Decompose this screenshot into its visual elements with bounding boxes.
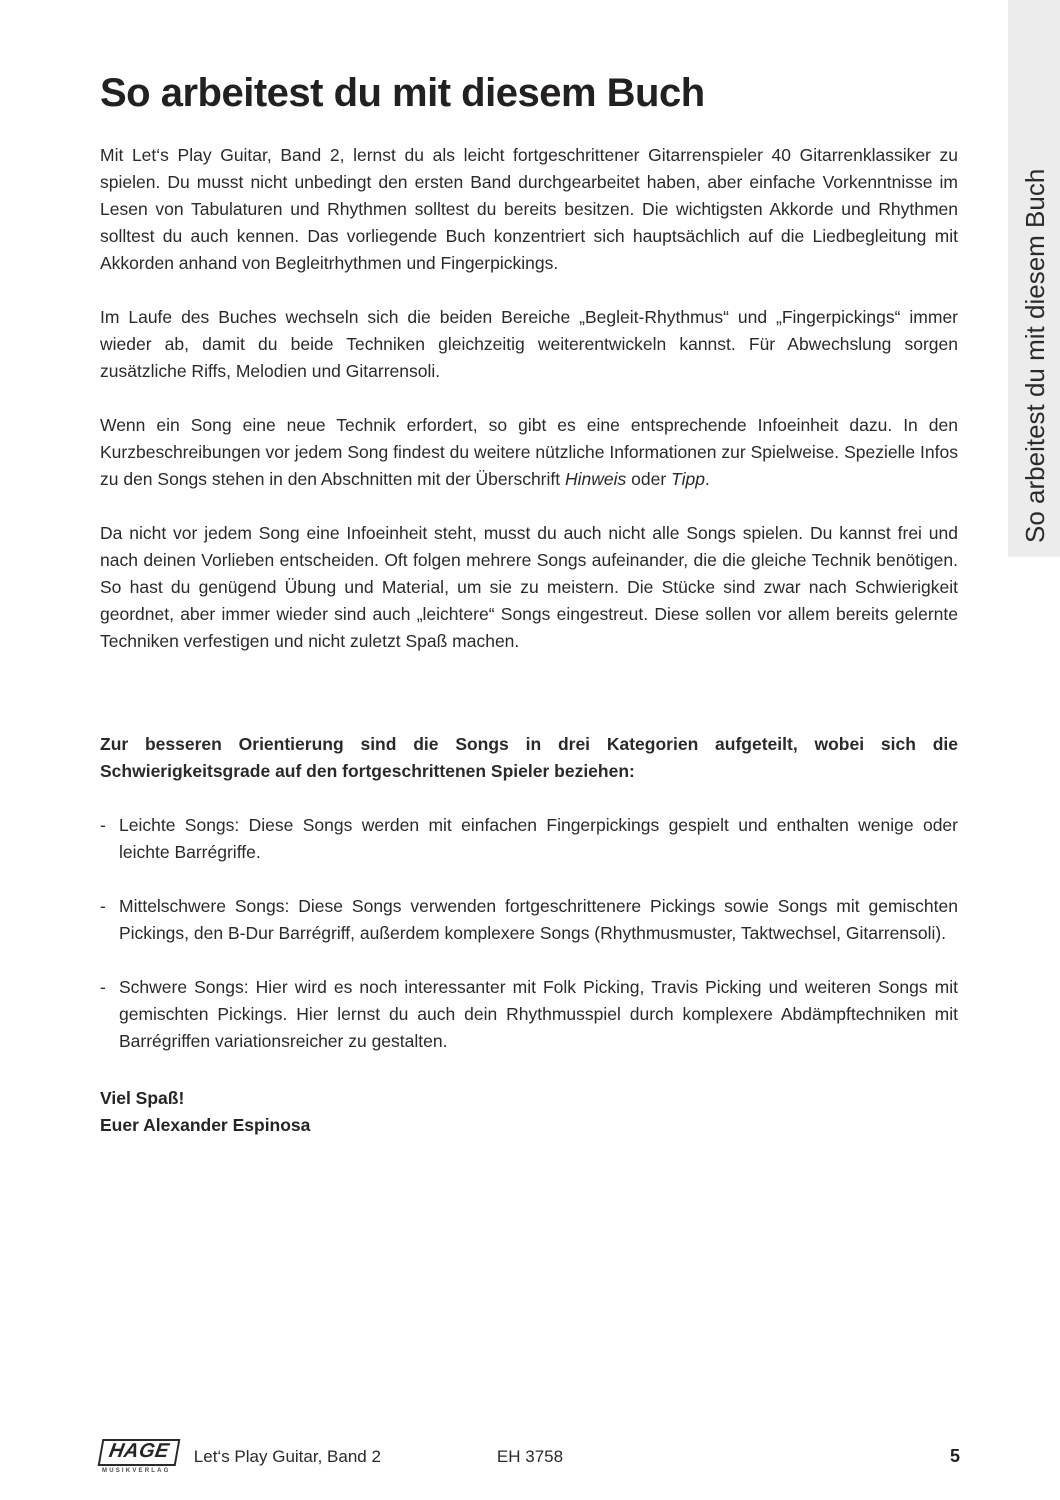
- footer-edition-number: EH 3758: [496, 1446, 564, 1466]
- page-title: So arbeitest du mit diesem Buch: [100, 71, 705, 115]
- closing-line-2: Euer Alexander Espinosa: [100, 1115, 311, 1135]
- footer-left: [100, 1439, 497, 1474]
- hage-logo-box: [98, 1439, 181, 1466]
- paragraph-info-units-period: .: [704, 469, 710, 489]
- categories-intro: Zur besseren Orientierung sind die Songs in drei Kategorien aufgeteilt, wobei sich die Schwierigkeitsgrade auf den fortgeschrittenen Spieler beziehen:: [100, 734, 958, 781]
- hage-logo-subtext: MUSIKVERLAG: [102, 1468, 171, 1474]
- bullet-dash: -: [100, 815, 106, 835]
- page-footer: [100, 1439, 960, 1474]
- list-item-hard-songs: [100, 974, 958, 1055]
- paragraph-intro: Mit Let‘s Play Guitar, Band 2, lernst du als leicht fortgeschrittener Gitarrenspieler 40 Gitarrenklassiker zu spielen. Du musst nicht unbedingt den ersten Band durchgearbeitet haben, aber einfache Vorkenntnisse im Lesen von Tabulaturen und Rhythmen solltest du bereits besitzen. Die wichtigsten Akkorde und Rhythmen solltest du auch kennen. Das vorliegende Buch konzentriert sich hauptsächlich auf die Liedbegleitung mit Akkorden anhand von Begleitrhythmen und Fingerpickings.: [100, 145, 958, 273]
- paragraph-info-units: [100, 412, 958, 493]
- keyword-tipp: Tipp: [671, 469, 705, 489]
- paragraph-info-units-connector: oder: [626, 469, 672, 489]
- paragraph-free-choice: Da nicht vor jedem Song eine Infoeinheit steht, musst du auch nicht alle Songs spielen. Du kannst frei und nach deinen Vorlieben entscheiden. Oft folgen mehrere Songs aufeinander, die die gleiche Technik benötigen. So hast du genügend Übung und Material, um sie zu meistern. Die Stücke sind zwar nach Schwierigkeit geordnet, aber immer wieder sind auch „leichtere“ Songs eingestreut. Diese sollen vor allem bereits gelernte Techniken verfestigen und nicht zuletzt Spaß machen.: [100, 523, 958, 651]
- list-item-easy-songs: [100, 812, 958, 866]
- list-item-text: Schwere Songs: Hier wird es noch interessanter mit Folk Picking, Travis Picking und weiteren Songs mit gemischten Pickings. Hier lernst du auch dein Rhythmusspiel durch komplexere Abdämpftechniken mit Barrégriffen variationsreicher zu gestalten.: [119, 977, 958, 1051]
- footer-page-number: 5: [949, 1446, 960, 1466]
- keyword-hinweis: Hinweis: [565, 469, 627, 489]
- list-item-medium-songs: [100, 893, 958, 947]
- bullet-dash: -: [100, 977, 106, 997]
- list-item-text: Leichte Songs: Diese Songs werden mit einfachen Fingerpickings gespielt und enthalten wenige oder leichte Barrégriffe.: [119, 815, 958, 862]
- closing-line-1: Viel Spaß!: [100, 1088, 185, 1108]
- footer-book-title: Let‘s Play Guitar, Band 2: [193, 1446, 381, 1466]
- hage-logo-text: HAGE: [107, 1440, 172, 1462]
- paragraph-structure: Im Laufe des Buches wechseln sich die beiden Bereiche „Begleit-Rhythmus“ und „Fingerpickings“ immer wieder ab, damit du beide Techniken gleichzeitig weiterentwickeln kannst. Für Abwechslung sorgen zusätzliche Riffs, Melodien und Gitarrensoli.: [100, 307, 958, 381]
- hage-publisher-logo: [100, 1439, 178, 1474]
- closing-lines: [100, 1085, 958, 1139]
- paragraph-info-units-text: Wenn ein Song eine neue Technik erfordert, so gibt es eine entsprechende Infoeinheit dazu. In den Kurzbeschreibungen vor jedem Song findest du weitere nützliche Informationen zur Spielweise. Spezielle Infos zu den Songs stehen in den Abschnitten mit der Überschrift: [100, 415, 958, 489]
- list-item-text: Mittelschwere Songs: Diese Songs verwenden fortgeschrittenere Pickings sowie Songs mit gemischten Pickings, den B-Dur Barrégriff, außerdem komplexere Songs (Rhythmusmuster, Taktwechsel, Gitarrensoli).: [119, 896, 958, 943]
- chapter-side-tab-label: So arbeitest du mit diesem Buch: [1020, 168, 1050, 543]
- bullet-dash: -: [100, 896, 106, 916]
- page-content: [100, 0, 958, 1139]
- chapter-side-tab: [1008, 0, 1060, 557]
